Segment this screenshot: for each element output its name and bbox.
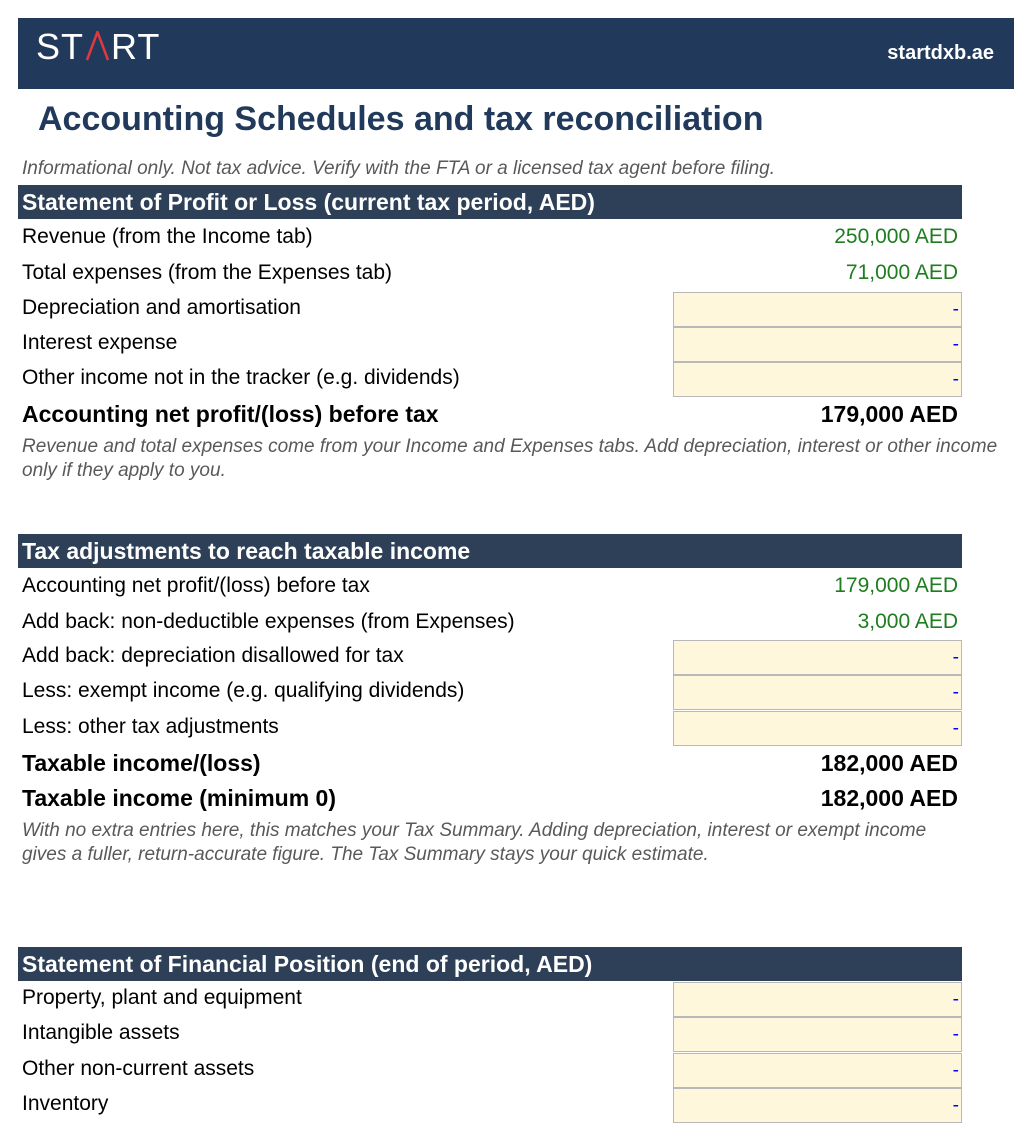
inventory-input[interactable] (673, 1088, 962, 1123)
ta-row-label: Add back: depreciation disallowed for tax (22, 644, 404, 667)
ta-row-label: Add back: non-deductible expenses (from Expenses) (22, 610, 515, 633)
fp-row-label: Intangible assets (22, 1021, 180, 1044)
input-value: - (952, 1060, 959, 1081)
input-value: - (952, 334, 959, 355)
other-noncurrent-assets-input[interactable] (673, 1053, 962, 1088)
input-value: - (952, 718, 959, 739)
pl-total-label: Accounting net profit/(loss) before tax (22, 401, 439, 427)
ta-total-label: Taxable income (minimum 0) (22, 785, 336, 811)
website-link[interactable]: startdxb.ae (887, 42, 994, 64)
input-value: - (952, 1024, 959, 1045)
ppe-input[interactable] (673, 982, 962, 1017)
ta-total-label: Taxable income/(loss) (22, 750, 261, 776)
input-value: - (952, 299, 959, 320)
ta-total-value: 182,000 AED (820, 750, 958, 776)
other-income-input[interactable] (673, 362, 962, 397)
ta-row-label: Less: exempt income (e.g. qualifying dividends) (22, 679, 465, 702)
pl-row-revenue (18, 221, 962, 256)
ta-row-value: 3,000 AED (857, 610, 958, 633)
fp-row-intangible (18, 1017, 962, 1052)
fp-row-label: Property, plant and equipment (22, 986, 302, 1009)
intangible-assets-input[interactable] (673, 1017, 962, 1052)
fp-row-label: Inventory (22, 1092, 109, 1115)
pl-row-label: Depreciation and amortisation (22, 296, 301, 319)
start-logo (36, 26, 160, 68)
pl-row-label: Total expenses (from the Expenses tab) (22, 261, 393, 284)
ta-row-value: 179,000 AED (834, 574, 958, 597)
input-value: - (952, 989, 959, 1010)
ta-note: With no extra entries here, this matches your Tax Summary. Adding depreciation, interest or exempt income gives a fuller, return-accurate figure. The Tax Summary stays your quick estimate. (22, 820, 927, 865)
interest-expense-input[interactable] (673, 327, 962, 362)
pl-row-value: 71,000 AED (845, 261, 958, 284)
depreciation-input[interactable] (673, 292, 962, 327)
fp-row-other-noncurrent (18, 1053, 962, 1088)
ta-row-depreciation-disallowed (18, 640, 962, 675)
ta-row-non-deductible (18, 606, 962, 641)
pl-row-total-expenses (18, 257, 962, 292)
input-value: - (952, 1095, 959, 1116)
ta-row-label: Accounting net profit/(loss) before tax (22, 574, 370, 597)
ta-row-net-profit (18, 570, 962, 605)
tax-adjustments-header: Tax adjustments to reach taxable income (18, 534, 962, 568)
input-value: - (952, 647, 959, 668)
input-value: - (952, 682, 959, 703)
ta-total-value: 182,000 AED (820, 785, 958, 811)
pl-row-other-income (18, 362, 962, 397)
pl-row-label: Other income not in the tracker (e.g. dividends) (22, 366, 460, 389)
logo-a-icon (86, 31, 109, 61)
depreciation-disallowed-input[interactable] (673, 640, 962, 675)
pl-row-label: Interest expense (22, 331, 178, 354)
pl-row-value: 250,000 AED (834, 225, 958, 248)
brand-bar (18, 18, 1014, 89)
pl-note: Revenue and total expenses come from your Income and Expenses tabs. Add depreciation, interest or other income only if they apply to you. (22, 436, 998, 481)
financial-position-header: Statement of Financial Position (end of period, AED) (18, 947, 962, 981)
pl-row-depreciation (18, 292, 962, 327)
ta-row-label: Less: other tax adjustments (22, 715, 279, 738)
ta-row-other-adjustments (18, 711, 962, 746)
profit-loss-header: Statement of Profit or Loss (current tax period, AED) (18, 185, 962, 219)
fp-row-ppe (18, 982, 962, 1017)
pl-total-value: 179,000 AED (820, 401, 958, 427)
pl-row-label: Revenue (from the Income tab) (22, 225, 313, 248)
ta-row-exempt-income (18, 675, 962, 710)
logo-text-start: ST (36, 26, 85, 67)
logo-text-end: RT (111, 26, 161, 67)
disclaimer-text: Informational only. Not tax advice. Verify with the FTA or a licensed tax agent before filing. (22, 158, 775, 179)
pl-row-interest (18, 327, 962, 362)
page-title: Accounting Schedules and tax reconciliation (38, 100, 764, 138)
other-adjustments-input[interactable] (673, 711, 962, 746)
fp-row-label: Other non-current assets (22, 1057, 255, 1080)
input-value: - (952, 369, 959, 390)
ta-taxable-income-row (18, 747, 962, 782)
exempt-income-input[interactable] (673, 675, 962, 710)
ta-taxable-income-min-row (18, 782, 962, 817)
fp-row-inventory (18, 1088, 962, 1123)
pl-total-row (18, 398, 962, 433)
